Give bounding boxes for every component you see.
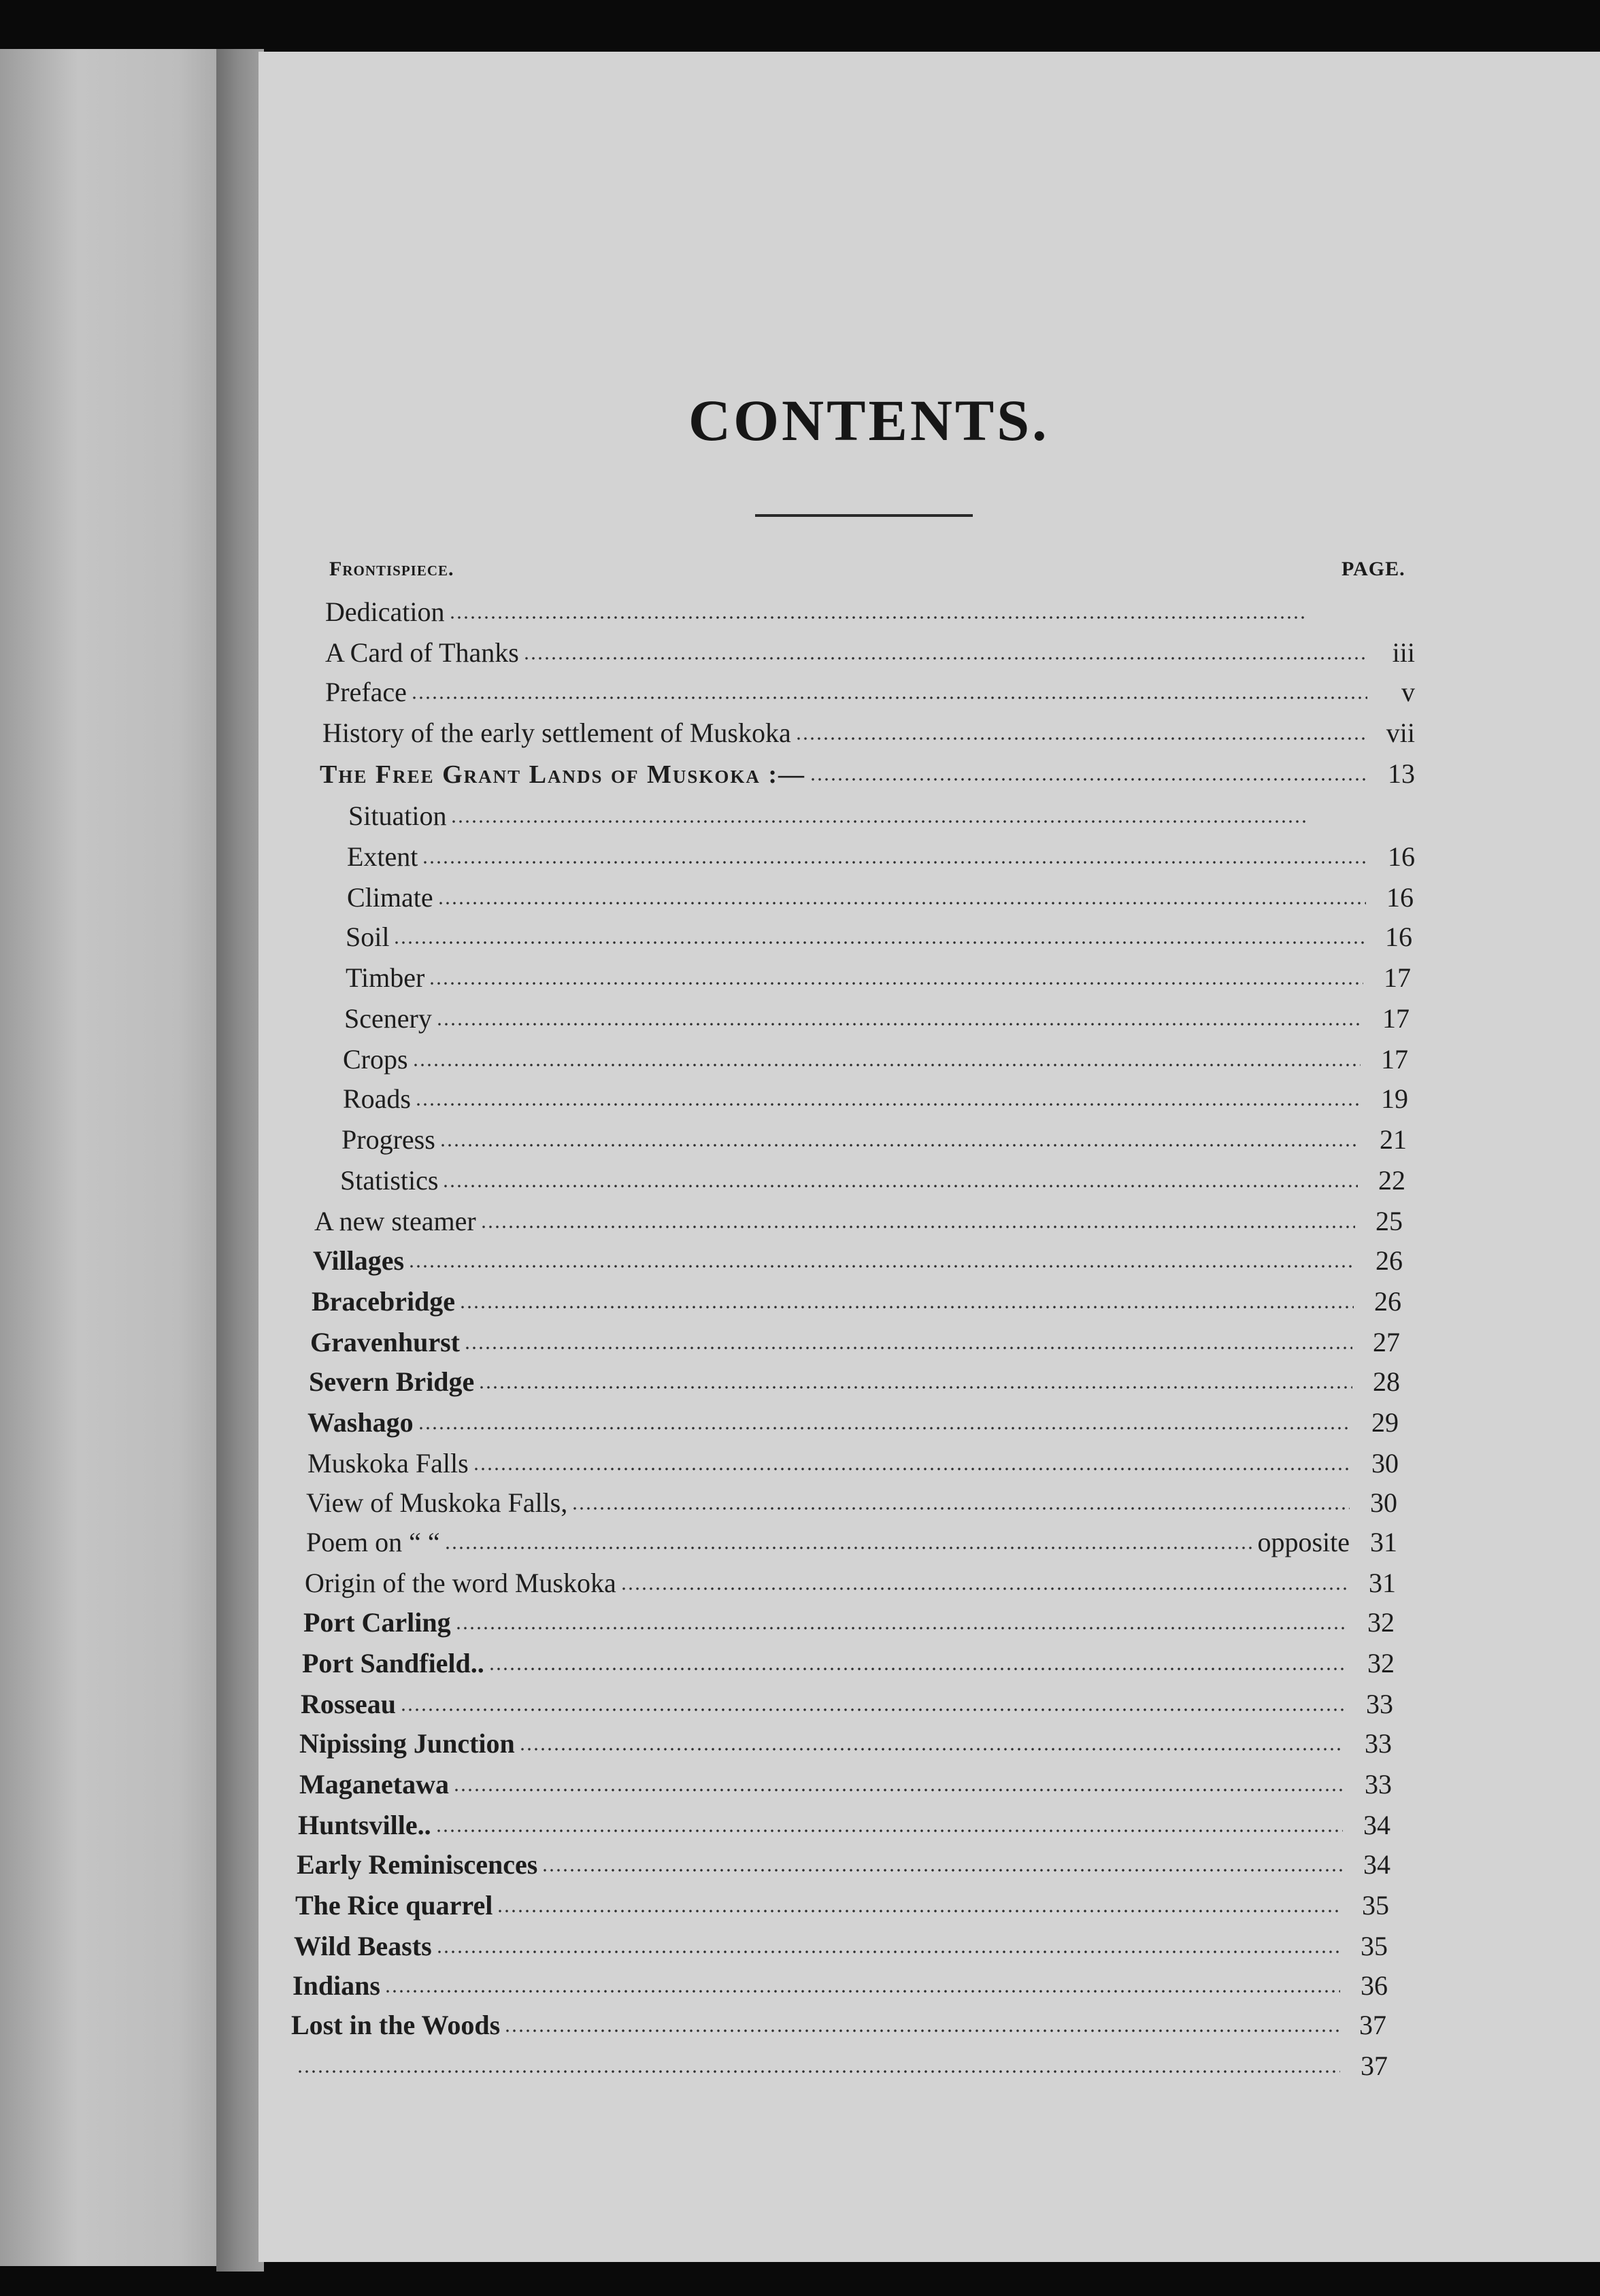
- toc-entry-title: Gravenhurst: [310, 1327, 460, 1357]
- toc-entry-page: 31: [1369, 1568, 1396, 1598]
- dot-leader: [411, 695, 1367, 700]
- toc-entry-title: Port Carling: [303, 1607, 451, 1638]
- toc-entry-title: Indians: [293, 1970, 380, 2001]
- dot-leader: [810, 777, 1367, 782]
- toc-entry-page: 30: [1371, 1448, 1399, 1479]
- toc-entry: [322, 714, 1415, 752]
- toc-entry-page: 17: [1382, 1003, 1410, 1034]
- toc-entry-page: 21: [1380, 1124, 1407, 1155]
- toc-entry-page: 16: [1386, 882, 1414, 913]
- dot-leader: [436, 1022, 1362, 1027]
- toc-entry-page: 35: [1361, 1931, 1388, 1961]
- toc-entry-page: 36: [1361, 1970, 1388, 2001]
- dot-leader: [450, 819, 1306, 824]
- dot-leader: [795, 736, 1367, 741]
- toc-entry-page: 26: [1374, 1286, 1401, 1317]
- dot-leader: [541, 1868, 1343, 1873]
- toc-entry: [297, 1846, 1390, 1884]
- toc-entry: [320, 755, 1415, 793]
- dot-leader: [415, 1102, 1361, 1107]
- toc-entry: [344, 1000, 1410, 1038]
- toc-entry-title: Washago: [307, 1407, 414, 1438]
- toc-entry: [341, 1121, 1407, 1159]
- dot-leader: [571, 1506, 1350, 1511]
- dot-leader: [620, 1586, 1348, 1591]
- toc-entry-page: 37: [1359, 2010, 1386, 2040]
- dot-leader: [439, 1143, 1359, 1148]
- toc-entry-page: 32: [1367, 1607, 1395, 1638]
- dot-leader: [422, 860, 1367, 865]
- toc-entry: [294, 1927, 1388, 1965]
- toc-entry-title: Early Reminiscences: [297, 1849, 538, 1880]
- dot-leader: [459, 1304, 1354, 1310]
- toc-entry: [343, 1041, 1408, 1079]
- dot-leader: [442, 1183, 1358, 1189]
- toc-entry-title: Wild Beasts: [294, 1931, 432, 1961]
- book-gutter: [216, 49, 264, 2272]
- toc-entry-title: Bracebridge: [312, 1286, 456, 1317]
- toc-entry: [346, 918, 1412, 956]
- toc-entry-title: Soil: [346, 922, 390, 952]
- toc-entry: [299, 1766, 1392, 1804]
- toc-entry: [303, 1604, 1395, 1642]
- toc-entry-title: History of the early settlement of Muskoka: [322, 718, 791, 748]
- toc-entry-title: A Card of Thanks: [325, 637, 519, 668]
- toc-entry: [310, 1323, 1400, 1362]
- toc-entry-page: 32: [1367, 1648, 1395, 1678]
- toc-entry-title: Roads: [343, 1083, 411, 1114]
- toc-entry-page: 34: [1363, 1810, 1390, 1840]
- dot-leader: [418, 1425, 1351, 1431]
- toc-entry-page: 28: [1373, 1366, 1400, 1397]
- toc-entry-title: Situation: [348, 800, 447, 831]
- toc-entry-title: Progress: [341, 1124, 435, 1155]
- toc-entry-page: 27: [1373, 1327, 1400, 1357]
- dot-leader: [412, 1062, 1361, 1068]
- dot-leader: [497, 1908, 1341, 1914]
- toc-entry-page: 29: [1371, 1407, 1399, 1438]
- toc-entry-note: opposite: [1257, 1527, 1350, 1557]
- dot-leader: [504, 2028, 1339, 2033]
- toc-entry-title: Climate: [347, 882, 433, 913]
- toc-entry-page: 17: [1384, 962, 1411, 993]
- title-rule: [755, 514, 973, 517]
- toc-entry-title: Lost in the Woods: [291, 2010, 501, 2040]
- dot-leader: [436, 1949, 1340, 1955]
- toc-entry-page: 22: [1378, 1165, 1405, 1196]
- dot-leader: [408, 1264, 1355, 1269]
- frontispiece-heading: Frontispiece.: [329, 558, 454, 580]
- toc-entry-page: 13: [1388, 758, 1415, 789]
- toc-entry-title: Statistics: [340, 1165, 439, 1196]
- toc-entry: [347, 838, 1415, 876]
- dot-leader: [400, 1707, 1346, 1712]
- dot-leader: [488, 1666, 1347, 1672]
- toc-entry-title: Muskoka Falls: [307, 1448, 469, 1479]
- toc-entry-page: 33: [1365, 1769, 1392, 1800]
- toc-entry-title: Nipissing Junction: [299, 1728, 515, 1759]
- toc-entry: [325, 634, 1415, 672]
- toc-entry-title: Poem on “ “: [306, 1527, 440, 1557]
- toc-entry: [298, 1806, 1390, 1844]
- dot-leader: [384, 1989, 1340, 1994]
- toc-entry: [348, 797, 1354, 835]
- toc-entry: [293, 2047, 1388, 2085]
- toc-entry: [306, 1523, 1397, 1561]
- dot-leader: [455, 1625, 1347, 1631]
- dot-leader: [523, 656, 1367, 661]
- toc-entry-title: Dedication: [325, 596, 445, 627]
- facing-page: [0, 49, 223, 2266]
- toc-entry-page: v: [1401, 677, 1415, 707]
- toc-entry-title: A new steamer: [314, 1206, 476, 1236]
- dot-leader: [297, 2069, 1340, 2074]
- toc-entry: [313, 1242, 1403, 1280]
- toc-entry: [306, 1484, 1397, 1522]
- toc-entry-page: 34: [1363, 1849, 1390, 1880]
- toc-entry: [293, 1967, 1388, 2005]
- toc-entry-page: 17: [1381, 1044, 1408, 1075]
- toc-entry: [309, 1363, 1400, 1401]
- toc-entry-title: Severn Bridge: [309, 1366, 475, 1397]
- toc-entry-title: Origin of the word Muskoka: [305, 1568, 616, 1598]
- toc-entry: [314, 1202, 1403, 1240]
- toc-entry-page: 25: [1376, 1206, 1403, 1236]
- toc-entry-title: Huntsville..: [298, 1810, 431, 1840]
- toc-entry-page: 37: [1361, 2050, 1388, 2081]
- toc-entry: [307, 1404, 1399, 1442]
- toc-entry: [291, 2006, 1386, 2044]
- toc-entry: [340, 1162, 1405, 1200]
- dot-leader: [453, 1787, 1344, 1793]
- toc-entry-title: The Free Grant Lands of Muskoka :—: [320, 760, 806, 789]
- toc-entry-page: 26: [1376, 1245, 1403, 1276]
- toc-entry: [305, 1564, 1396, 1602]
- toc-entry: [302, 1644, 1395, 1683]
- toc-entry-page: 33: [1366, 1689, 1393, 1719]
- toc-entry-title: The Rice quarrel: [295, 1890, 493, 1921]
- toc-entry: [346, 959, 1411, 997]
- dot-leader: [429, 981, 1363, 986]
- dot-leader: [435, 1828, 1343, 1834]
- dot-leader: [449, 615, 1307, 620]
- toc-entry: [299, 1725, 1392, 1763]
- toc-entry: [301, 1685, 1393, 1723]
- toc-entry-page: 31: [1370, 1527, 1397, 1557]
- toc-entry-title: Rosseau: [301, 1689, 397, 1719]
- dot-leader: [393, 940, 1365, 945]
- toc-entry: [295, 1887, 1389, 1925]
- toc-entry-title: Preface: [325, 677, 407, 707]
- page-column-heading: PAGE.: [1341, 558, 1405, 580]
- toc-entry: [325, 593, 1354, 631]
- dot-leader: [519, 1746, 1344, 1752]
- dot-leader: [464, 1345, 1352, 1351]
- toc-entry-page: 16: [1385, 922, 1412, 952]
- toc-entry-title: Timber: [346, 962, 425, 993]
- toc-entry-title: Crops: [343, 1044, 408, 1075]
- toc-entry: [343, 1080, 1408, 1118]
- toc-entry: [325, 673, 1415, 711]
- toc-entry: [312, 1283, 1401, 1321]
- page-title: CONTENTS.: [688, 388, 1050, 453]
- dot-leader: [480, 1224, 1355, 1230]
- toc-entry-page: 33: [1365, 1728, 1392, 1759]
- toc-entry: [307, 1445, 1399, 1483]
- toc-entry-title: Port Sandfield..: [302, 1648, 484, 1678]
- toc-entry-title: Scenery: [344, 1003, 432, 1034]
- toc-entry-title: Maganetawa: [299, 1769, 449, 1800]
- toc-entry-title: Extent: [347, 841, 418, 872]
- dot-leader: [473, 1466, 1351, 1472]
- toc-entry-page: 16: [1388, 841, 1415, 872]
- toc-entry-page: vii: [1386, 718, 1415, 748]
- toc-entry-page: 19: [1381, 1083, 1408, 1114]
- toc-entry-page: 30: [1370, 1487, 1397, 1518]
- dot-leader: [444, 1545, 1255, 1551]
- toc-entry-title: View of Muskoka Falls,: [306, 1487, 568, 1518]
- toc-entry-page: 35: [1362, 1890, 1389, 1921]
- dot-leader: [437, 900, 1366, 906]
- dot-leader: [478, 1385, 1352, 1390]
- toc-entry-page: iii: [1392, 637, 1415, 668]
- toc-entry-title: Villages: [313, 1245, 405, 1276]
- toc-entry: [347, 879, 1414, 917]
